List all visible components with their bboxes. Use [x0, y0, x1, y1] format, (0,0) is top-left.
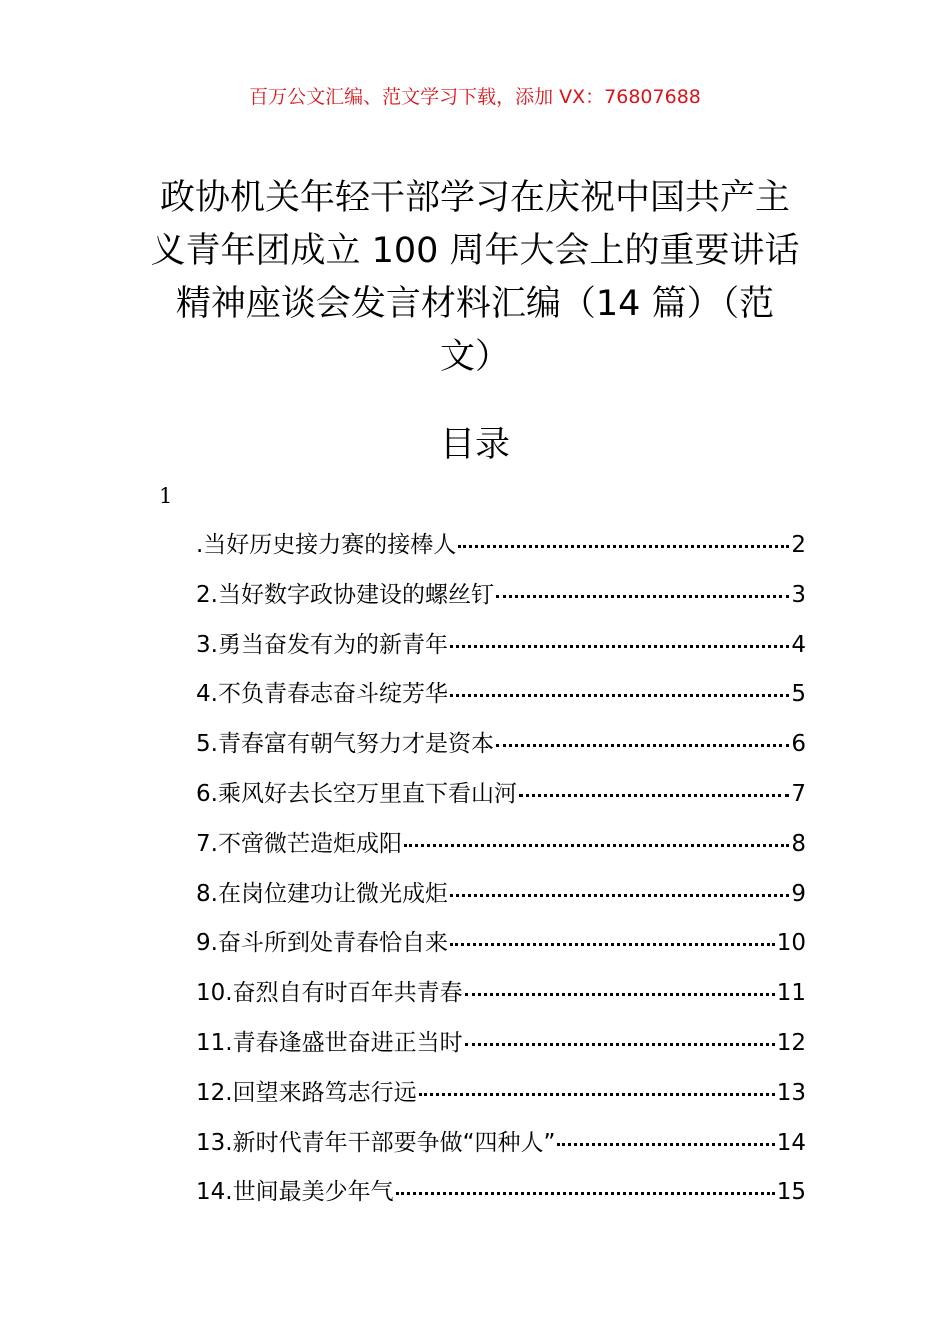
toc-entry-label: 12.回望来路笃志行远 — [196, 1079, 417, 1106]
toc-entry[interactable] — [196, 528, 806, 578]
toc-leader-dots — [450, 674, 789, 697]
toc-leader-dots — [396, 1172, 775, 1195]
toc-entry[interactable] — [196, 976, 806, 1026]
toc-entry-label: 5.青春富有朝气努力才是资本 — [196, 731, 494, 758]
header-banner: 百万公文汇编、范文学习下载，添加 VX：76807688 — [249, 86, 701, 108]
toc-entry-label: 3.勇当奋发有为的新青年 — [196, 631, 448, 658]
toc-entry[interactable] — [196, 1026, 806, 1076]
toc-entry[interactable] — [196, 628, 806, 678]
toc-entry-page: 7 — [791, 780, 806, 807]
toc-entry[interactable] — [196, 1126, 806, 1176]
toc-entry[interactable] — [196, 877, 806, 927]
toc-leader-dots — [404, 824, 789, 847]
toc-leader-dots — [450, 625, 789, 648]
toc-entry-page: 12 — [776, 1029, 806, 1056]
toc-entry-page: 6 — [791, 731, 806, 758]
toc-entry[interactable] — [196, 578, 806, 628]
toc-entry-page: 5 — [791, 681, 806, 708]
toc-entry-label: 2.当好数字政协建设的螺丝钉 — [196, 581, 494, 608]
toc-entry-label: 14.世间最美少年气 — [196, 1179, 394, 1206]
toc-leader-dots — [450, 874, 789, 897]
toc-entry-page: 10 — [776, 930, 806, 957]
toc-entry-label: .当好历史接力赛的接棒人 — [196, 532, 457, 558]
title-line: 文） — [439, 337, 510, 377]
toc-entry-page: 8 — [791, 830, 806, 857]
stray-number: 1 — [159, 484, 173, 508]
toc-entry-page: 4 — [791, 631, 806, 658]
toc-entry-page: 13 — [776, 1079, 806, 1106]
toc-entry-page: 2 — [791, 532, 806, 558]
toc-entry-page: 9 — [791, 880, 806, 907]
toc-entry-page: 11 — [776, 980, 806, 1007]
toc-leader-dots — [465, 973, 775, 996]
toc-entry[interactable] — [196, 727, 806, 777]
toc-entry-page: 14 — [776, 1129, 806, 1156]
toc-entry-page: 3 — [791, 581, 806, 608]
toc-entry-label: 10.奋烈自有时百年共青春 — [196, 980, 463, 1007]
toc-entry-label: 6.乘风好去长空万里直下看山河 — [196, 780, 517, 807]
toc-entry[interactable] — [196, 1076, 806, 1126]
document-title — [150, 172, 800, 384]
toc-entry[interactable] — [196, 677, 806, 727]
toc-leader-dots — [419, 1073, 775, 1096]
toc-entry-label: 9.奋斗所到处青春恰自来 — [196, 930, 448, 957]
toc-entry-label: 8.在岗位建功让微光成炬 — [196, 880, 448, 907]
table-of-contents — [196, 528, 806, 1225]
toc-entry[interactable] — [196, 926, 806, 976]
title-line: 政协机关年轻干部学习在庆祝中国共产主 — [159, 178, 790, 218]
toc-heading: 目录 — [439, 425, 510, 465]
toc-entry[interactable] — [196, 777, 806, 827]
toc-leader-dots — [519, 774, 789, 797]
toc-entry-label: 11.青春逢盛世奋进正当时 — [196, 1029, 463, 1056]
toc-leader-dots — [557, 1123, 774, 1146]
toc-entry-page: 15 — [776, 1179, 806, 1206]
toc-entry-label: 13.新时代青年干部要争做“四种人” — [196, 1129, 556, 1156]
title-line: 义青年团成立 100 周年大会上的重要讲话 — [150, 231, 800, 271]
toc-leader-dots — [496, 724, 789, 747]
toc-leader-dots — [496, 575, 789, 598]
toc-leader-dots — [450, 923, 775, 946]
toc-leader-dots — [458, 525, 789, 548]
toc-entry-label: 4.不负青春志奋斗绽芳华 — [196, 681, 448, 708]
toc-entry[interactable] — [196, 827, 806, 877]
toc-entry-label: 7.不啻微芒造炬成阳 — [196, 830, 402, 857]
toc-entry[interactable] — [196, 1175, 806, 1225]
toc-leader-dots — [465, 1023, 775, 1046]
title-line: 精神座谈会发言材料汇编（14 篇）（范 — [175, 284, 775, 324]
